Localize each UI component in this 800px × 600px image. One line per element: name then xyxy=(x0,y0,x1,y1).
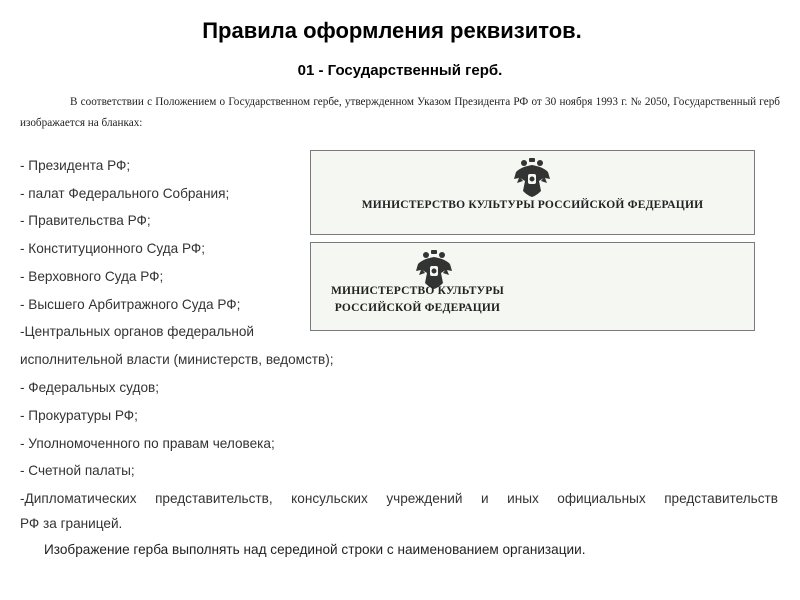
organization-name-line-1: МИНИСТЕРСТВО КУЛЬТУРЫ xyxy=(331,285,504,297)
list-item: - Правительства РФ; xyxy=(20,213,151,228)
sample-blank-two-line xyxy=(310,242,755,331)
sample-blank-one-line xyxy=(310,150,755,235)
list-item: - Уполномоченного по правам человека; xyxy=(20,436,275,451)
list-item: -Дипломатических представительств, консульских учреждений и иных официальных представительств xyxy=(20,491,778,506)
intro-paragraph: В соответствии с Положением о Государственном гербе, утвержденном Указом Президента РФ от 30 ноября 1993 г. № 2050, Государственный герб изображается на бланках: xyxy=(20,96,780,129)
section-subtitle: 01 - Государственный герб. xyxy=(297,62,503,79)
page-title: Правила оформления реквизитов. xyxy=(202,18,582,43)
list-item: - палат Федерального Собрания; xyxy=(20,186,230,201)
list-item: - Президента РФ; xyxy=(20,158,131,173)
organization-name-line-2: РОССИЙСКОЙ ФЕДЕРАЦИИ xyxy=(334,302,501,314)
organization-name-block xyxy=(331,283,504,317)
list-item: - Конституционного Суда РФ; xyxy=(20,241,206,256)
list-item: -Центральных органов федеральной xyxy=(20,324,255,339)
list-item: - Верховного Суда РФ; xyxy=(20,269,164,284)
list-item: - Высшего Арбитражного Суда РФ; xyxy=(20,297,241,312)
list-item: - Прокуратуры РФ; xyxy=(20,408,138,423)
list-item: исполнительной власти (министерств, ведомств); xyxy=(20,352,334,367)
list-item: - Федеральных судов; xyxy=(20,380,160,395)
organization-name: МИНИСТЕРСТВО КУЛЬТУРЫ РОССИЙСКОЙ ФЕДЕРАЦИИ xyxy=(361,199,704,211)
closing-note: Изображение герба выполнять над серединой строки с наименованием организации. xyxy=(44,542,586,557)
list-item-continuation: РФ за границей. xyxy=(20,516,123,531)
double-headed-eagle-icon xyxy=(513,157,551,199)
list-item: - Счетной палаты; xyxy=(20,463,135,478)
